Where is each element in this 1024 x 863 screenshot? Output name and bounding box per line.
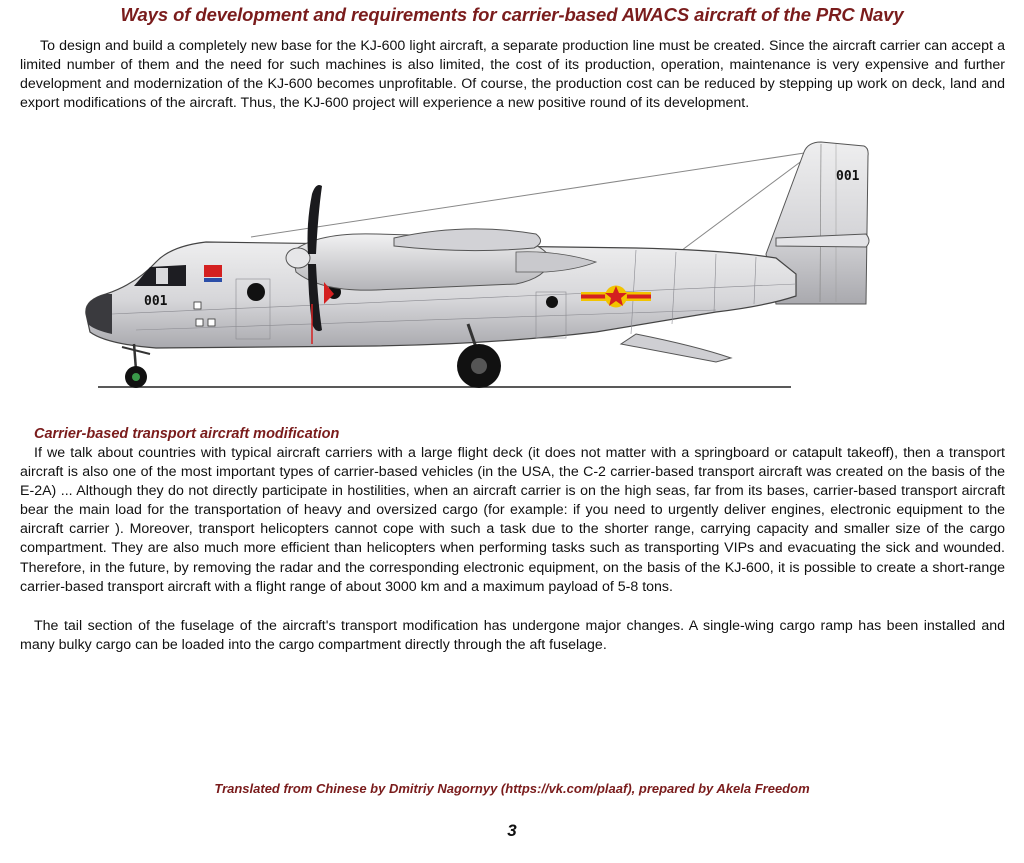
antenna-wire	[251, 152, 811, 237]
cargo-ramp	[621, 334, 731, 362]
page-title: Ways of development and requirements for carrier-based AWACS aircraft of the PRC Navy	[120, 4, 904, 25]
spinner	[286, 248, 310, 268]
porthole	[546, 296, 558, 308]
aircraft-illustration	[76, 134, 876, 392]
section-heading: Carrier-based transport aircraft modification	[34, 426, 340, 442]
intro-paragraph: To design and build a completely new base for the KJ-600 light aircraft, a separate production line must be created. Since the aircraft carrier can accept a limited number of them and the need for such machines is also limited, the cost of its production, operation, maintenance is very expensive and further development and modernization of the KJ-600 becomes unprofitable. Of course, the production cost can be reduced by stepping up work on deck, land and export modifications of the aircraft. Thus, the KJ-600 project will experience a new positive round of its development.	[20, 38, 1005, 112]
page-number: 3	[507, 821, 517, 840]
translation-credits: Translated from Chinese by Dmitriy Nagornyy (https://vk.com/plaaf), prepared by Akela Freedom	[214, 781, 810, 796]
nose-number: 001	[144, 294, 168, 309]
radar-dome	[394, 229, 541, 251]
porthole	[247, 283, 265, 301]
section-paragraph: If we talk about countries with typical aircraft carriers with a large flight deck (it does not matter with a springboard or catapult takeoff), then a transport aircraft is also one of the most important types of carrier-based vehicles (in the USA, the C-2 carrier-based transport aircraft was created on the basis of the E-2A) ... Although they do not directly participate in hostilities, when an aircraft carrier is on the high seas, far from its bases, carrier-based transport aircraft bear the main load for the transportation of heavy and oversized cargo (for example: if you need to urgently deliver engines, electronic equipment to the aircraft carrier ). Moreover, transport helicopters cannot cope with such a task due to the shorter range, carrying capacity and smaller size of the cargo compartment. They are also much more efficient than helicopters when performing tasks such as transporting VIPs and evacuating the sick and wounded. Therefore, in the future, by removing the radar and the corresponding electronic equipment, on the basis of the KJ-600, it is possible to create a short-range carrier-based transport aircraft with a flight range of about 3000 km and a maximum payload of 5-8 tons.	[20, 445, 1005, 595]
tail-number: 001	[836, 169, 860, 184]
section-paragraph: The tail section of the fuselage of the aircraft's transport modification has undergone major changes. A single-wing cargo ramp has been installed and many bulky cargo can be loaded into the cargo compartment directly through the aft fuselage.	[20, 618, 1005, 654]
flag-marking	[204, 265, 222, 277]
